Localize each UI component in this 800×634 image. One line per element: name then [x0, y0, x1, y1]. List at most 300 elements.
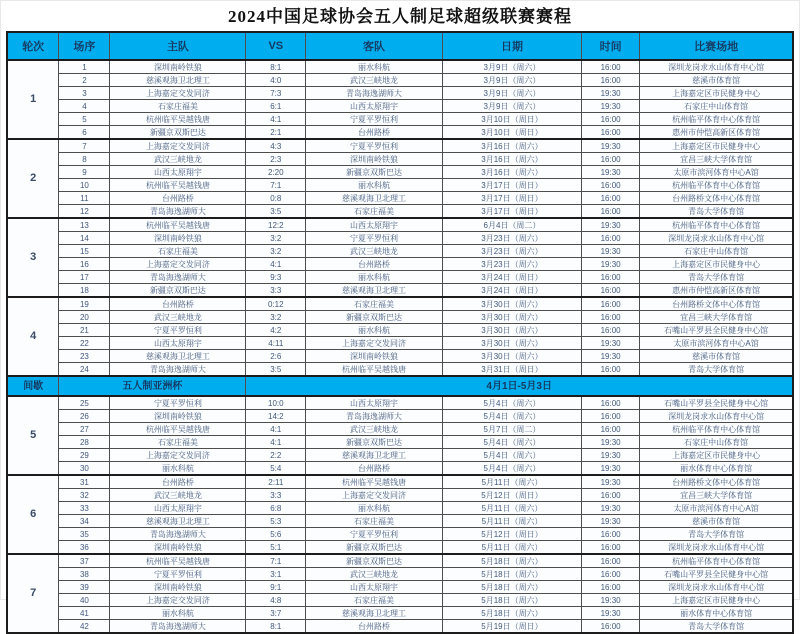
venue-cell: 台州路桥文体中心体育馆: [640, 475, 793, 489]
score-cell: 2:3: [246, 153, 306, 166]
home-team-cell: 石家庄福美: [110, 100, 246, 113]
date-cell: 3月10日（周日）: [442, 113, 581, 126]
match-no-cell: 12: [59, 205, 110, 219]
score-cell: 5:4: [246, 462, 306, 476]
time-cell: 19:30: [582, 515, 640, 528]
match-row: [7, 153, 793, 166]
venue-cell: 石家庄中山体育馆: [640, 100, 793, 113]
score-cell: 3:7: [246, 607, 306, 620]
match-row: [7, 515, 793, 528]
away-team-cell: 新疆京双斯巴达: [306, 554, 443, 568]
match-no-cell: 19: [59, 297, 110, 311]
time-cell: 16:00: [582, 423, 640, 436]
time-cell: 19:30: [582, 502, 640, 515]
home-team-cell: 青岛海逸湖师大: [110, 271, 246, 284]
col-header-home-team: 主队: [110, 32, 246, 60]
away-team-cell: 新疆京双斯巴达: [306, 311, 443, 324]
match-row: [7, 284, 793, 298]
home-team-cell: 青岛海逸湖师大: [110, 363, 246, 377]
time-cell: 16:00: [582, 153, 640, 166]
date-cell: 5月12日（周日）: [442, 528, 581, 541]
away-team-cell: 丽水科航: [306, 179, 443, 192]
match-row: [7, 462, 793, 476]
away-team-cell: 武汉三峡地龙: [306, 74, 443, 87]
away-team-cell: 山西太原翔宇: [306, 396, 443, 410]
venue-cell: 上海嘉定区市民健身中心: [640, 258, 793, 271]
venue-cell: 石家庄中山体育馆: [640, 245, 793, 258]
date-cell: 5月4日（周六）: [442, 462, 581, 476]
match-row: [7, 410, 793, 423]
time-cell: 16:00: [582, 489, 640, 502]
venue-cell: 深圳龙岗求水山体育中心馆: [640, 541, 793, 555]
match-row: [7, 232, 793, 245]
match-no-cell: 15: [59, 245, 110, 258]
match-row: [7, 449, 793, 462]
match-no-cell: 4: [59, 100, 110, 113]
venue-cell: 宜昌三峡大学体育馆: [640, 311, 793, 324]
away-team-cell: 石家庄福美: [306, 515, 443, 528]
match-row: [7, 166, 793, 179]
date-cell: 3月9日（周六）: [442, 87, 581, 100]
away-team-cell: 石家庄福美: [306, 205, 443, 219]
time-cell: 19:30: [582, 87, 640, 100]
date-cell: 3月10日（周日）: [442, 126, 581, 140]
match-no-cell: 37: [59, 554, 110, 568]
time-cell: 16:00: [582, 541, 640, 555]
date-cell: 3月30日（周六）: [442, 337, 581, 350]
date-cell: 3月17日（周日）: [442, 205, 581, 219]
col-header-time: 时间: [582, 32, 640, 60]
time-cell: 19:30: [582, 100, 640, 113]
away-team-cell: 丽水科航: [306, 60, 443, 74]
match-row: [7, 475, 793, 489]
home-team-cell: 深圳南岭铁狼: [110, 410, 246, 423]
time-cell: 19:30: [582, 258, 640, 271]
home-team-cell: 杭州临平吴越钱唐: [110, 113, 246, 126]
match-no-cell: 18: [59, 284, 110, 298]
time-cell: 16:00: [582, 554, 640, 568]
score-cell: 6:8: [246, 502, 306, 515]
home-team-cell: 宁夏平罗恒利: [110, 324, 246, 337]
match-row: [7, 297, 793, 311]
score-cell: 3:2: [246, 245, 306, 258]
match-no-cell: 20: [59, 311, 110, 324]
match-no-cell: 25: [59, 396, 110, 410]
match-row: [7, 502, 793, 515]
match-no-cell: 9: [59, 166, 110, 179]
score-cell: 7:1: [246, 179, 306, 192]
home-team-cell: 青岛海逸湖师大: [110, 528, 246, 541]
match-row: [7, 350, 793, 363]
match-row: [7, 541, 793, 555]
home-team-cell: 青岛海逸湖师大: [110, 620, 246, 634]
match-no-cell: 6: [59, 126, 110, 140]
away-team-cell: 上海嘉定交发同济: [306, 337, 443, 350]
home-team-cell: 杭州临平吴越钱唐: [110, 423, 246, 436]
match-no-cell: 31: [59, 475, 110, 489]
col-header-vs: VS: [246, 32, 306, 60]
match-row: [7, 218, 793, 232]
date-cell: 3月23日（周六）: [442, 232, 581, 245]
venue-cell: 石家庄中山体育馆: [640, 436, 793, 449]
home-team-cell: 深圳南岭铁狼: [110, 60, 246, 74]
away-team-cell: 杭州临平吴越钱唐: [306, 363, 443, 377]
home-team-cell: 杭州临平吴越钱唐: [110, 218, 246, 232]
col-header-match-no: 场序: [59, 32, 110, 60]
match-no-cell: 5: [59, 113, 110, 126]
match-no-cell: 1: [59, 60, 110, 74]
score-cell: 2:20: [246, 166, 306, 179]
date-cell: 3月17日（周日）: [442, 179, 581, 192]
home-team-cell: 山西太原翔宇: [110, 166, 246, 179]
match-row: [7, 87, 793, 100]
home-team-cell: 慈溪观海卫北理工: [110, 515, 246, 528]
away-team-cell: 山西太原翔宇: [306, 218, 443, 232]
date-cell: 3月23日（周六）: [442, 258, 581, 271]
date-cell: 3月9日（周六）: [442, 100, 581, 113]
score-cell: 7:1: [246, 554, 306, 568]
col-header-date: 日期: [442, 32, 581, 60]
time-cell: 19:30: [582, 594, 640, 607]
date-cell: 3月31日（周日）: [442, 363, 581, 377]
interlude-row: [7, 376, 793, 396]
score-cell: 9:3: [246, 271, 306, 284]
time-cell: 16:00: [582, 620, 640, 634]
match-row: [7, 113, 793, 126]
venue-cell: 宜昌三峡大学体育馆: [640, 153, 793, 166]
page-title: 2024中国足球协会五人制足球超级联赛赛程: [228, 7, 572, 26]
away-team-cell: 石家庄福美: [306, 297, 443, 311]
home-team-cell: 上海嘉定交发同济: [110, 139, 246, 153]
score-cell: 8:1: [246, 620, 306, 634]
venue-cell: 上海嘉定区市民健身中心: [640, 594, 793, 607]
date-cell: 5月4日（周六）: [442, 449, 581, 462]
away-team-cell: 深圳南岭铁狼: [306, 350, 443, 363]
score-cell: 4:1: [246, 258, 306, 271]
score-cell: 6:1: [246, 100, 306, 113]
venue-cell: 杭州临平体育中心体育馆: [640, 113, 793, 126]
away-team-cell: 慈溪观海卫北理工: [306, 192, 443, 205]
interlude-round-label: 间歇: [7, 376, 59, 396]
date-cell: 6月4日（周二）: [442, 218, 581, 232]
time-cell: 16:00: [582, 232, 640, 245]
date-cell: 5月11日（周六）: [442, 541, 581, 555]
col-header-round: 轮次: [7, 32, 59, 60]
time-cell: 16:00: [582, 324, 640, 337]
home-team-cell: 上海嘉定交发同济: [110, 594, 246, 607]
match-no-cell: 41: [59, 607, 110, 620]
date-cell: 5月11日（周六）: [442, 475, 581, 489]
match-no-cell: 11: [59, 192, 110, 205]
time-cell: 19:30: [582, 139, 640, 153]
score-cell: 9:1: [246, 581, 306, 594]
venue-cell: 杭州临平体育中心体育馆: [640, 554, 793, 568]
time-cell: 19:30: [582, 245, 640, 258]
match-row: [7, 554, 793, 568]
time-cell: 19:30: [582, 218, 640, 232]
match-row: [7, 139, 793, 153]
date-cell: 3月23日（周六）: [442, 245, 581, 258]
match-no-cell: 33: [59, 502, 110, 515]
home-team-cell: 新疆京双斯巴达: [110, 126, 246, 140]
away-team-cell: 宁夏平罗恒利: [306, 528, 443, 541]
time-cell: 16:00: [582, 74, 640, 87]
date-cell: 5月4日（周六）: [442, 436, 581, 449]
home-team-cell: 石家庄福美: [110, 245, 246, 258]
home-team-cell: 上海嘉定交发同济: [110, 87, 246, 100]
date-cell: 5月11日（周六）: [442, 502, 581, 515]
venue-cell: 青岛大学体育馆: [640, 620, 793, 634]
interlude-dates-label: 4月1日-5月3日: [246, 376, 793, 396]
round-cell: 3: [7, 218, 59, 297]
venue-cell: 青岛大学体育馆: [640, 271, 793, 284]
match-row: [7, 74, 793, 87]
venue-cell: 上海嘉定区市民健身中心: [640, 139, 793, 153]
time-cell: 16:00: [582, 410, 640, 423]
date-cell: 5月19日（周日）: [442, 620, 581, 634]
score-cell: 4:2: [246, 324, 306, 337]
table-header-row: [7, 32, 793, 60]
date-cell: 5月7日（周二）: [442, 423, 581, 436]
venue-cell: 慈溪市体育馆: [640, 350, 793, 363]
away-team-cell: 石家庄福美: [306, 594, 443, 607]
match-no-cell: 3: [59, 87, 110, 100]
match-no-cell: 39: [59, 581, 110, 594]
score-cell: 3:3: [246, 489, 306, 502]
away-team-cell: 新疆京双斯巴达: [306, 541, 443, 555]
home-team-cell: 宁夏平罗恒利: [110, 568, 246, 581]
away-team-cell: 杭州临平吴越钱唐: [306, 475, 443, 489]
score-cell: 12:2: [246, 218, 306, 232]
venue-cell: 石嘴山平罗县全民健身中心馆: [640, 324, 793, 337]
venue-cell: 深圳龙岗求水山体育中心馆: [640, 60, 793, 74]
time-cell: 19:30: [582, 350, 640, 363]
home-team-cell: 台州路桥: [110, 475, 246, 489]
score-cell: 2:6: [246, 350, 306, 363]
home-team-cell: 深圳南岭铁狼: [110, 581, 246, 594]
time-cell: 16:00: [582, 113, 640, 126]
score-cell: 4:11: [246, 337, 306, 350]
match-row: [7, 489, 793, 502]
schedule-table: [6, 31, 794, 634]
match-no-cell: 34: [59, 515, 110, 528]
venue-cell: 杭州临平体育中心体育馆: [640, 218, 793, 232]
date-cell: 5月11日（周六）: [442, 515, 581, 528]
time-cell: 16:00: [582, 126, 640, 140]
venue-cell: 石嘴山平罗县全民健身中心馆: [640, 396, 793, 410]
match-row: [7, 258, 793, 271]
away-team-cell: 慈溪观海卫北理工: [306, 607, 443, 620]
match-no-cell: 21: [59, 324, 110, 337]
venue-cell: 丽水体育中心体育馆: [640, 607, 793, 620]
date-cell: 5月18日（周六）: [442, 594, 581, 607]
venue-cell: 上海嘉定区市民健身中心: [640, 449, 793, 462]
home-team-cell: 上海嘉定交发同济: [110, 258, 246, 271]
time-cell: 16:00: [582, 271, 640, 284]
time-cell: 16:00: [582, 179, 640, 192]
time-cell: 19:30: [582, 607, 640, 620]
score-cell: 14:2: [246, 410, 306, 423]
away-team-cell: 宁夏平罗恒利: [306, 139, 443, 153]
time-cell: 16:00: [582, 581, 640, 594]
match-no-cell: 32: [59, 489, 110, 502]
home-team-cell: 武汉三峡地龙: [110, 489, 246, 502]
venue-cell: 深圳龙岗求水山体育中心馆: [640, 410, 793, 423]
time-cell: 16:00: [582, 60, 640, 74]
away-team-cell: 武汉三峡地龙: [306, 245, 443, 258]
match-row: [7, 324, 793, 337]
date-cell: 3月17日（周日）: [442, 192, 581, 205]
away-team-cell: 丽水科航: [306, 502, 443, 515]
match-no-cell: 28: [59, 436, 110, 449]
time-cell: 16:00: [582, 568, 640, 581]
away-team-cell: 新疆京双斯巴达: [306, 166, 443, 179]
date-cell: 5月18日（周六）: [442, 581, 581, 594]
date-cell: 3月24日（周日）: [442, 284, 581, 298]
home-team-cell: 山西太原翔宇: [110, 502, 246, 515]
date-cell: 3月16日（周六）: [442, 153, 581, 166]
score-cell: 3:5: [246, 205, 306, 219]
home-team-cell: 山西太原翔宇: [110, 337, 246, 350]
venue-cell: 丽水体育中心体育馆: [640, 462, 793, 476]
match-row: [7, 568, 793, 581]
time-cell: 19:30: [582, 436, 640, 449]
time-cell: 19:30: [582, 462, 640, 476]
match-no-cell: 2: [59, 74, 110, 87]
match-row: [7, 311, 793, 324]
match-row: [7, 179, 793, 192]
away-team-cell: 青岛海逸湖师大: [306, 410, 443, 423]
away-team-cell: 宁夏平罗恒利: [306, 113, 443, 126]
time-cell: 16:00: [582, 311, 640, 324]
date-cell: 3月30日（周六）: [442, 350, 581, 363]
interlude-event-label: 五人制亚洲杯: [59, 376, 246, 396]
away-team-cell: 台州路桥: [306, 462, 443, 476]
round-cell: 6: [7, 475, 59, 554]
score-cell: 3:3: [246, 284, 306, 298]
away-team-cell: 台州路桥: [306, 126, 443, 140]
match-row: [7, 363, 793, 377]
date-cell: 3月24日（周日）: [442, 271, 581, 284]
match-no-cell: 26: [59, 410, 110, 423]
score-cell: 10:0: [246, 396, 306, 410]
match-no-cell: 42: [59, 620, 110, 634]
match-no-cell: 35: [59, 528, 110, 541]
venue-cell: 青岛大学体育馆: [640, 205, 793, 219]
score-cell: 8:1: [246, 60, 306, 74]
match-row: [7, 581, 793, 594]
score-cell: 3:2: [246, 311, 306, 324]
score-cell: 4:1: [246, 423, 306, 436]
match-row: [7, 245, 793, 258]
home-team-cell: 丽水科航: [110, 462, 246, 476]
round-cell: 1: [7, 60, 59, 139]
match-no-cell: 38: [59, 568, 110, 581]
score-cell: 2:2: [246, 449, 306, 462]
date-cell: 3月16日（周六）: [442, 139, 581, 153]
score-cell: 4:0: [246, 74, 306, 87]
venue-cell: 杭州临平体育中心体育馆: [640, 423, 793, 436]
venue-cell: 太原市滨河体育中心A馆: [640, 502, 793, 515]
time-cell: 19:30: [582, 166, 640, 179]
round-cell: 4: [7, 297, 59, 376]
venue-cell: 太原市滨河体育中心A馆: [640, 166, 793, 179]
venue-cell: 宜昌三峡大学体育馆: [640, 489, 793, 502]
score-cell: 4:1: [246, 113, 306, 126]
away-team-cell: 武汉三峡地龙: [306, 423, 443, 436]
match-no-cell: 36: [59, 541, 110, 555]
match-no-cell: 24: [59, 363, 110, 377]
venue-cell: 深圳龙岗求水山体育中心馆: [640, 581, 793, 594]
match-row: [7, 620, 793, 634]
away-team-cell: 慈溪观海卫北理工: [306, 449, 443, 462]
match-no-cell: 30: [59, 462, 110, 476]
time-cell: 16:00: [582, 284, 640, 298]
time-cell: 16:00: [582, 528, 640, 541]
score-cell: 4:8: [246, 594, 306, 607]
away-team-cell: 丽水科航: [306, 324, 443, 337]
home-team-cell: 杭州临平吴越钱唐: [110, 554, 246, 568]
home-team-cell: 青岛海逸湖师大: [110, 205, 246, 219]
venue-cell: 石嘴山平罗县全民健身中心馆: [640, 568, 793, 581]
score-cell: 0:8: [246, 192, 306, 205]
home-team-cell: 武汉三峡地龙: [110, 153, 246, 166]
match-row: [7, 607, 793, 620]
score-cell: 3:5: [246, 363, 306, 377]
away-team-cell: 宁夏平罗恒利: [306, 232, 443, 245]
away-team-cell: 武汉三峡地龙: [306, 568, 443, 581]
match-no-cell: 8: [59, 153, 110, 166]
venue-cell: 上海嘉定区市民健身中心: [640, 87, 793, 100]
away-team-cell: 丽水科航: [306, 271, 443, 284]
match-no-cell: 40: [59, 594, 110, 607]
home-team-cell: 台州路桥: [110, 192, 246, 205]
score-cell: 3:1: [246, 568, 306, 581]
time-cell: 19:30: [582, 337, 640, 350]
schedule-body: [7, 60, 793, 633]
away-team-cell: 上海嘉定交发同济: [306, 489, 443, 502]
date-cell: 3月9日（周六）: [442, 74, 581, 87]
score-cell: 4:3: [246, 139, 306, 153]
date-cell: 5月12日（周日）: [442, 489, 581, 502]
date-cell: 3月30日（周六）: [442, 311, 581, 324]
home-team-cell: 深圳南岭铁狼: [110, 541, 246, 555]
away-team-cell: 深圳南岭铁狼: [306, 153, 443, 166]
round-cell: 5: [7, 396, 59, 475]
match-no-cell: 16: [59, 258, 110, 271]
date-cell: 5月4日（周六）: [442, 410, 581, 423]
home-team-cell: 新疆京双斯巴达: [110, 284, 246, 298]
venue-cell: 青岛大学体育馆: [640, 528, 793, 541]
home-team-cell: 深圳南岭铁狼: [110, 232, 246, 245]
time-cell: 16:00: [582, 192, 640, 205]
away-team-cell: 台州路桥: [306, 258, 443, 271]
date-cell: 5月18日（周六）: [442, 554, 581, 568]
match-row: [7, 60, 793, 74]
date-cell: 5月18日（周六）: [442, 568, 581, 581]
match-no-cell: 14: [59, 232, 110, 245]
match-no-cell: 7: [59, 139, 110, 153]
date-cell: 3月30日（周六）: [442, 324, 581, 337]
home-team-cell: 上海嘉定交发同济: [110, 449, 246, 462]
score-cell: 2:11: [246, 475, 306, 489]
home-team-cell: 宁夏平罗恒利: [110, 396, 246, 410]
match-row: [7, 271, 793, 284]
time-cell: 19:30: [582, 449, 640, 462]
date-cell: 3月30日（周六）: [442, 297, 581, 311]
col-header-venue: 比赛场地: [640, 32, 793, 60]
match-row: [7, 100, 793, 113]
